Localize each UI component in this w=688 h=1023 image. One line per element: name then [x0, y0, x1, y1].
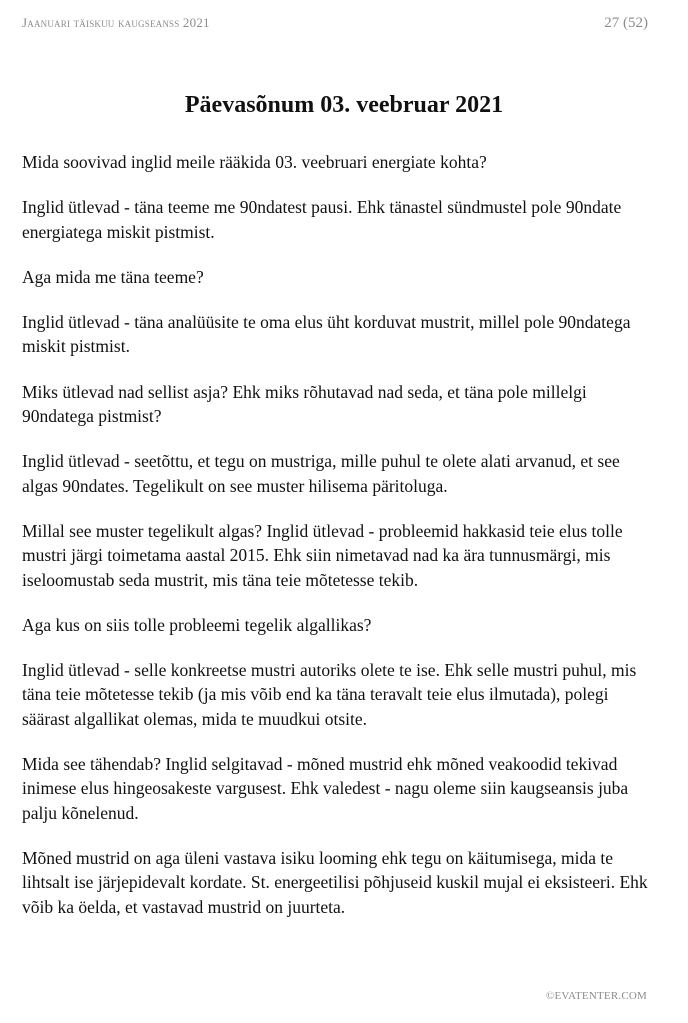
- paragraph: Inglid ütlevad - täna teeme me 90ndatest pausi. Ehk tänastel sündmustel pole 90ndate energiatega miskit pistmist.: [22, 197, 622, 242]
- paragraph: Inglid ütlevad - selle konkreetse mustri autoriks olete te ise. Ehk selle mustri puhul, mis täna teie mõtetesse tekib (ja mis võib end ka täna teravalt teie elus ilmutada), polegi säärast algallikat olemas, mida te muudkui otsite.: [22, 660, 637, 729]
- paragraph: Aga kus on siis tolle probleemi tegelik algallikas?: [22, 614, 372, 635]
- paragraph: Inglid ütlevad - täna analüüsite te oma elus üht korduvat mustrit, millel pole 90ndatega miskit pistmist.: [22, 312, 631, 357]
- footer-credit: ©EVATENTER.COM: [545, 990, 647, 1002]
- paragraph: Miks ütlevad nad sellist asja? Ehk miks rõhutavad nad seda, et täna pole millelgi 90ndatega pistmist?: [22, 381, 587, 427]
- page-number: 27 (52): [604, 15, 648, 31]
- header-title: Jaanuari täiskuu kaugseanss 2021: [22, 15, 210, 30]
- paragraph: Mida see tähendab? Inglid selgitavad - mõned mustrid ehk mõned veakoodid tekivad inimese elus hingeosakeste vargusest. Ehk valedest - nagu oleme siin kaugseansis juba palju kõnelenud.: [22, 754, 629, 823]
- paragraph: Mida soovivad inglid meile rääkida 03. veebruari energiate kohta?: [22, 152, 487, 172]
- paragraph: Aga mida me täna teeme?: [22, 266, 204, 287]
- running-header: [22, 15, 648, 37]
- body-text: [22, 150, 650, 919]
- page-title: Päevasõnum 03. veebruar 2021: [184, 92, 504, 118]
- paragraph: Mõned mustrid on aga üleni vastava isiku looming ehk tegu on käitumisega, mida te lihtsalt ise järjepidevalt kordate. St. energeetilisi põhjuseid kuskil mujal ei eksisteeri. Ehk võib ka öelda, et vastavad mustrid on juurteta.: [22, 847, 648, 917]
- paragraph: Millal see muster tegelikult algas? Inglid ütlevad - probleemid hakkasid teie elus tolle mustri järgi toimetama aastal 2015. Ehk siin nimetavad nad ka ära tunnusmärgi, mis iseloomustab seda mustrit, mis täna teie mõtetesse tekib.: [22, 520, 623, 590]
- paragraph: Inglid ütlevad - seetõttu, et tegu on mustriga, mille puhul te olete alati arvanud, et see algas 90ndates. Tegelikult on see muster hilisema päritoluga.: [22, 451, 620, 496]
